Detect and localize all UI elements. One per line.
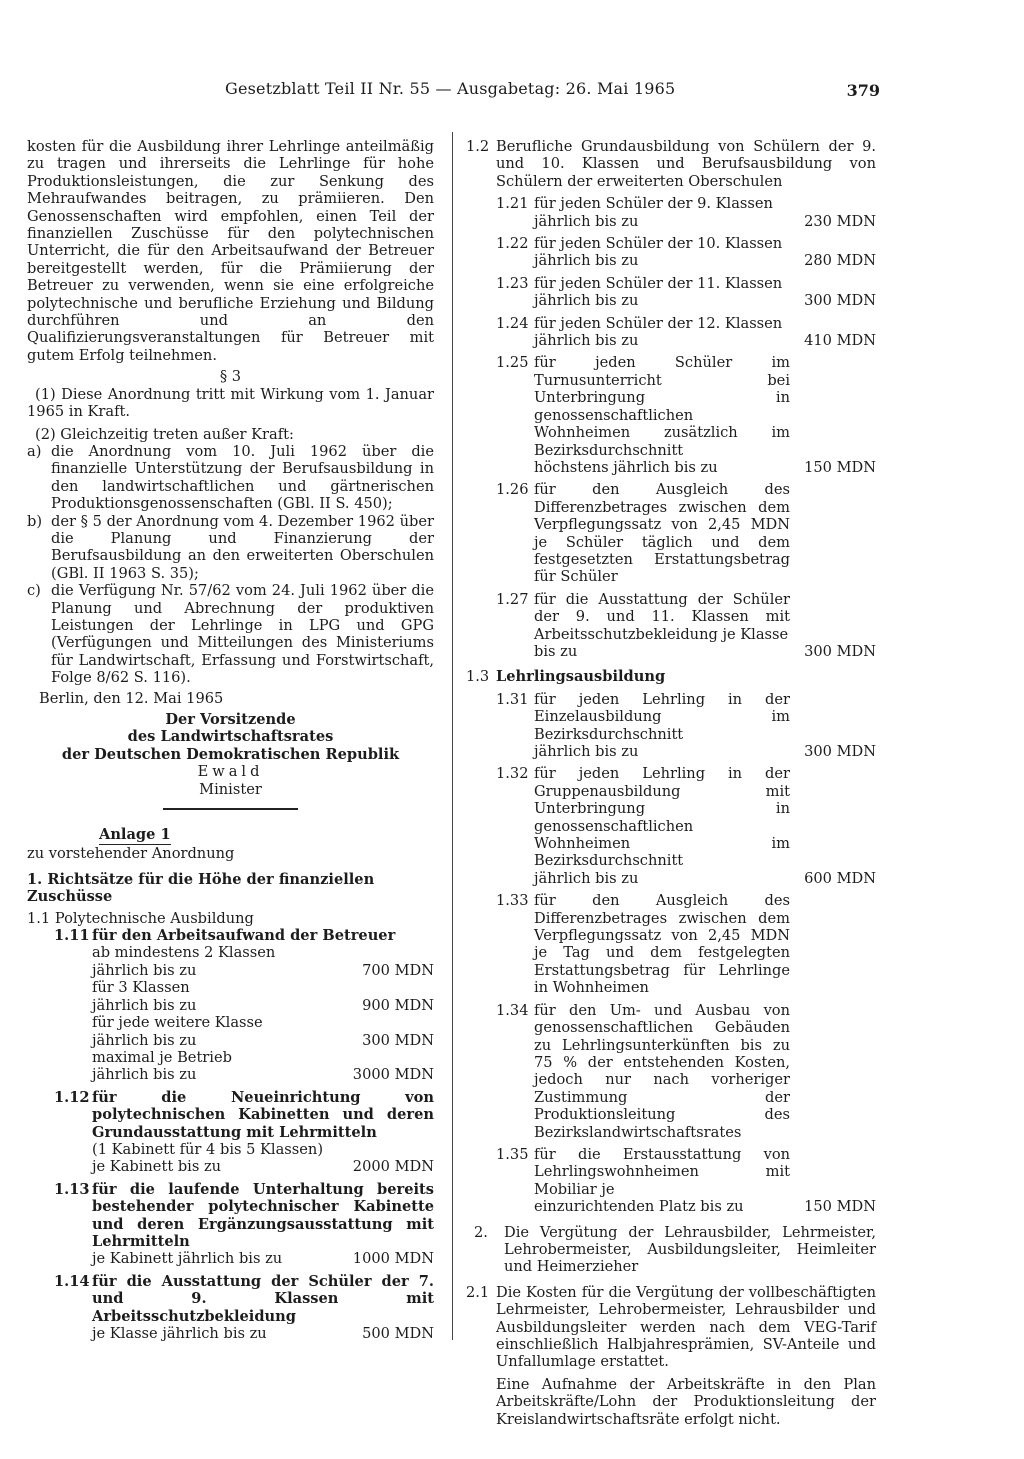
item-number: 1.12 [54, 1088, 90, 1106]
section-1-13 [27, 1181, 434, 1268]
item-number: 1.32 [496, 765, 529, 783]
section-1-26 [466, 481, 876, 585]
rate-amount: 700 MDN [362, 961, 434, 979]
item-number: 1.14 [54, 1272, 90, 1290]
item-text: für die Ausstattung der Schüler der 9. und 11. Klassen mit Arbeitsschutzbekleidung je Klasse [534, 590, 790, 643]
section-1-12 [27, 1089, 434, 1176]
separator-rule [163, 808, 298, 810]
heading-1: 1. Richtsätze für die Höhe der finanziellen Zuschüsse [27, 870, 375, 906]
item-text: für jeden Schüler der 11. Klassen [534, 274, 783, 292]
section-1-25 [466, 354, 876, 476]
rate-amount: 900 MDN [362, 996, 434, 1014]
list-text: die Verfügung Nr. 57/62 vom 24. Juli 1962 über die Planung und Abrechnung der produktiven Leistungen der Lehrlinge in LPG und GPG (Verfügungen und Mitteilungen des Ministeriums für Landwirtschaft, Erfassung und Forstwirtschaft, Folge 8/62 S. 116). [51, 582, 434, 687]
item-text: für jeden Schüler der 12. Klassen [534, 314, 783, 332]
rate-amount: 300 MDN [362, 1031, 434, 1049]
rate-amount: 300 MDN [804, 743, 876, 760]
section-1-3 [466, 668, 876, 685]
item-title: für die laufende Unterhaltung bereits bestehender polytechnischer Kabinette und deren Ergänzungsausstattung mit Lehrmitteln [92, 1180, 434, 1250]
item-title: für die Ausstattung der Schüler der 7. und 9. Klassen mit Arbeitsschutzbekleidung [92, 1272, 434, 1325]
header-title: Gesetzblatt Teil II Nr. 55 — Ausgabetag: 26. Mai 1965 [225, 79, 676, 98]
list-item [27, 443, 434, 513]
item-number: 1.33 [496, 892, 529, 910]
paragraph-2: (2) Gleichzeitig treten außer Kraft: [35, 425, 294, 443]
section-1-23 [466, 275, 876, 310]
rate-label: jährlich bis zu [534, 292, 639, 310]
rate-label: jährlich bis zu [534, 212, 639, 230]
item-text: für jeden Lehrling in der Einzelausbildung im Bezirksdurchschnitt [534, 690, 790, 743]
rate-label: höchstens jährlich bis zu [534, 458, 718, 476]
section-1-14 [27, 1273, 434, 1343]
rate-amount: 500 MDN [362, 1325, 434, 1342]
section-heading: § 3 [219, 368, 242, 386]
rate-label: jährlich bis zu [92, 996, 197, 1014]
section-2-1-paragraph: Eine Aufnahme der Arbeitskräfte in den Plan Arbeitskräfte/Lohn der Produktionsleitung der Kreislandwirtschaftsräte erfolgt nicht. [496, 1375, 876, 1428]
right-column [466, 138, 876, 1428]
rate-label: einzurichtenden Platz bis zu [534, 1198, 744, 1216]
signature-line-3: der Deutschen Demokratischen Republik [61, 745, 400, 763]
section-1-32 [466, 765, 876, 887]
item-text: für jeden Schüler der 9. Klassen [534, 195, 773, 213]
date-line: Berlin, den 12. Mai 1965 [39, 689, 224, 707]
rate-label: jährlich bis zu [534, 252, 639, 270]
rate-amount: 410 MDN [804, 332, 876, 350]
page-header [225, 80, 880, 104]
rate-label: jährlich bis zu [534, 332, 639, 350]
item-text: für jeden Schüler der 10. Klassen [534, 235, 783, 253]
rate-amount: 150 MDN [804, 1198, 876, 1216]
item-title: für die Neueinrichtung von polytechnischen Kabinetten und deren Grundausstattung mit Lehrmitteln [92, 1088, 434, 1141]
item-text: für die Erstausstattung von Lehrlingswohnheimen mit Mobiliar je [534, 1145, 790, 1198]
item-text: Die Vergütung der Lehrausbilder, Lehrmeister, Lehrobermeister, Ausbildungsleiter, Heimleiter und Heimerzieher [504, 1223, 876, 1276]
item-number: 1.35 [496, 1145, 529, 1163]
section-1-24 [466, 315, 876, 350]
item-number: 1.34 [496, 1001, 529, 1019]
section-1-34 [466, 1002, 876, 1141]
item-number: 1.3 [466, 668, 490, 686]
page-number: 379 [846, 81, 880, 100]
section-1-22 [466, 235, 876, 270]
section-1-2 [466, 138, 876, 190]
rate-label: jährlich bis zu [92, 1031, 197, 1049]
rate-amount: 150 MDN [804, 458, 876, 476]
item-number: 2.1 [466, 1283, 490, 1301]
rate-amount: 1000 MDN [352, 1250, 434, 1268]
paragraph-1: (1) Diese Anordnung tritt mit Wirkung vom 1. Januar 1965 in Kraft. [27, 385, 434, 421]
rate-row-a: für jede weitere Klasse [92, 1014, 263, 1032]
item-number: 1.23 [496, 274, 529, 292]
subheading-1-1: 1.1 Polytechnische Ausbildung [27, 909, 254, 927]
rate-label: jährlich bis zu [92, 961, 197, 979]
rate-amount: 2000 MDN [352, 1158, 434, 1176]
list-text: die Anordnung vom 10. Juli 1962 über die finanzielle Unterstützung der Berufsausbildung in den landwirtschaftlichen und gärtnerischen Produktionsgenossenschaften (GBl. II S. 450); [51, 442, 434, 513]
item-number: 1.21 [496, 195, 529, 213]
list-label: c) [27, 582, 41, 600]
section-2-1 [466, 1284, 876, 1371]
rate-label: jährlich bis zu [92, 1066, 197, 1084]
item-number: 1.26 [496, 481, 529, 499]
rate-row-a: ab mindestens 2 Klassen [92, 944, 276, 962]
item-number: 1.31 [496, 690, 529, 708]
item-number: 1.22 [496, 235, 529, 253]
signature-role: Minister [199, 780, 262, 798]
rate-amount: 300 MDN [804, 292, 876, 310]
section-1-21 [466, 195, 876, 230]
rate-label: je Kabinett jährlich bis zu [92, 1250, 283, 1268]
left-column [27, 138, 434, 1342]
rate-label: bis zu [534, 642, 578, 660]
item-note: (1 Kabinett für 4 bis 5 Klassen) [92, 1140, 324, 1158]
list-label: b) [27, 512, 43, 530]
signature-line-2: des Landwirtschaftsrates [127, 728, 334, 746]
item-title: für den Arbeitsaufwand der Betreuer [92, 927, 396, 945]
item-number: 1.24 [496, 314, 529, 332]
list-item [27, 582, 434, 686]
item-text: für jeden Schüler im Turnusunterricht bei Unterbringung in genossenschaftlichen Wohnheimen zusätzlich im Bezirksdurchschnitt [534, 354, 790, 459]
list-label: a) [27, 442, 42, 460]
anlage-title: Anlage 1 [99, 826, 171, 845]
signature-name: Ewald [197, 763, 264, 781]
item-text: Die Kosten für die Vergütung der vollbeschäftigten Lehrmeister, Lehrobermeister, Lehrausbilder und Ausbildungsleiter werden nach dem VEG-Tarif einschließlich Halbjahresprämien, SV-Anteile und Unfallumlage erstattet. [496, 1283, 876, 1371]
intro-paragraph: kosten für die Ausbildung ihrer Lehrlinge anteilmäßig zu tragen und ihrerseits die Lehrlinge für hohe Produktionsleistungen, die zur Senkung des Mehraufwandes beitragen, zu prämiieren. Den Genossenschaften wird empfohlen, einen Teil der finanziellen Zuschüsse für den polytechnischen Unterricht, die für den Arbeitsaufwand der Betreuer bereitgestellt werden, für die Prämiierung der Betreuer zu verwenden, wenn sie eine erfolgreiche polytechnische und berufliche Erziehung und Bildung durchführen und an den Qualifizierungsveranstaltungen für Betreuer mit gutem Erfolg teilnehmen. [27, 138, 434, 364]
item-number: 1.27 [496, 590, 529, 608]
item-number: 1.13 [54, 1180, 90, 1198]
section-1-33 [466, 892, 876, 996]
item-number: 1.25 [496, 354, 529, 372]
list-item [27, 513, 434, 583]
item-number: 1.2 [466, 138, 490, 155]
item-text: für jeden Lehrling in der Gruppenausbildung mit Unterbringung in genossenschaftlichen Wohnheimen im Bezirksdurchschnitt [534, 765, 790, 870]
item-text: für den Ausgleich des Differenzbetrages zwischen dem Verpflegungssatz von 2,45 MDN je Tag und dem festgelegten Erstattungsbetrag für Lehrlinge in Wohnheimen [534, 892, 790, 997]
rate-label: jährlich bis zu [534, 869, 639, 887]
section-1-27 [466, 591, 876, 661]
rate-amount: 3000 MDN [352, 1066, 434, 1084]
item-text: Berufliche Grundausbildung von Schülern der 9. und 10. Klassen und Berufsausbildung von Schülern der erweiterten Oberschulen [496, 138, 876, 190]
anlage-subtitle: zu vorstehender Anordnung [27, 845, 235, 863]
item-text: für den Ausgleich des Differenzbetrages zwischen dem Verpflegungssatz von 2,45 MDN je Schüler täglich und dem festgesetzten Erstattungsbetrag für Schüler [534, 481, 790, 586]
section-1-35 [466, 1146, 876, 1216]
rate-row-a: für 3 Klassen [92, 979, 190, 997]
rate-label: jährlich bis zu [534, 743, 639, 760]
column-divider [452, 132, 453, 1340]
section-2 [466, 1224, 876, 1276]
rate-amount: 280 MDN [804, 252, 876, 270]
section-1-31 [466, 691, 876, 761]
rate-amount: 300 MDN [804, 642, 876, 660]
rate-label: je Kabinett bis zu [92, 1158, 222, 1176]
rate-row-a: maximal je Betrieb [92, 1048, 232, 1066]
rate-amount: 600 MDN [804, 869, 876, 887]
item-number: 1.11 [54, 927, 90, 945]
item-title: Lehrlingsausbildung [496, 668, 666, 686]
rate-label: je Klasse jährlich bis zu [92, 1325, 267, 1342]
section-1-11 [27, 927, 434, 1084]
item-text: für den Um- und Ausbau von genossenschaftlichen Gebäuden zu Lehrlingsunterkünften bis zu 75 % der entstehenden Kosten, jedoch nur nach vorheriger Zustimmung der Produktionsleitung des Bezirkslandwirtschaftsrates [534, 1001, 790, 1141]
signature-line-1: Der Vorsitzende [165, 711, 296, 728]
item-number: 2. [474, 1223, 488, 1241]
list-text: der § 5 der Anordnung vom 4. Dezember 1962 über die Planung und Finanzierung der Berufsausbildung an den erweiterten Oberschulen (GBl. II 1963 S. 35); [51, 512, 434, 582]
rate-amount: 230 MDN [804, 212, 876, 230]
